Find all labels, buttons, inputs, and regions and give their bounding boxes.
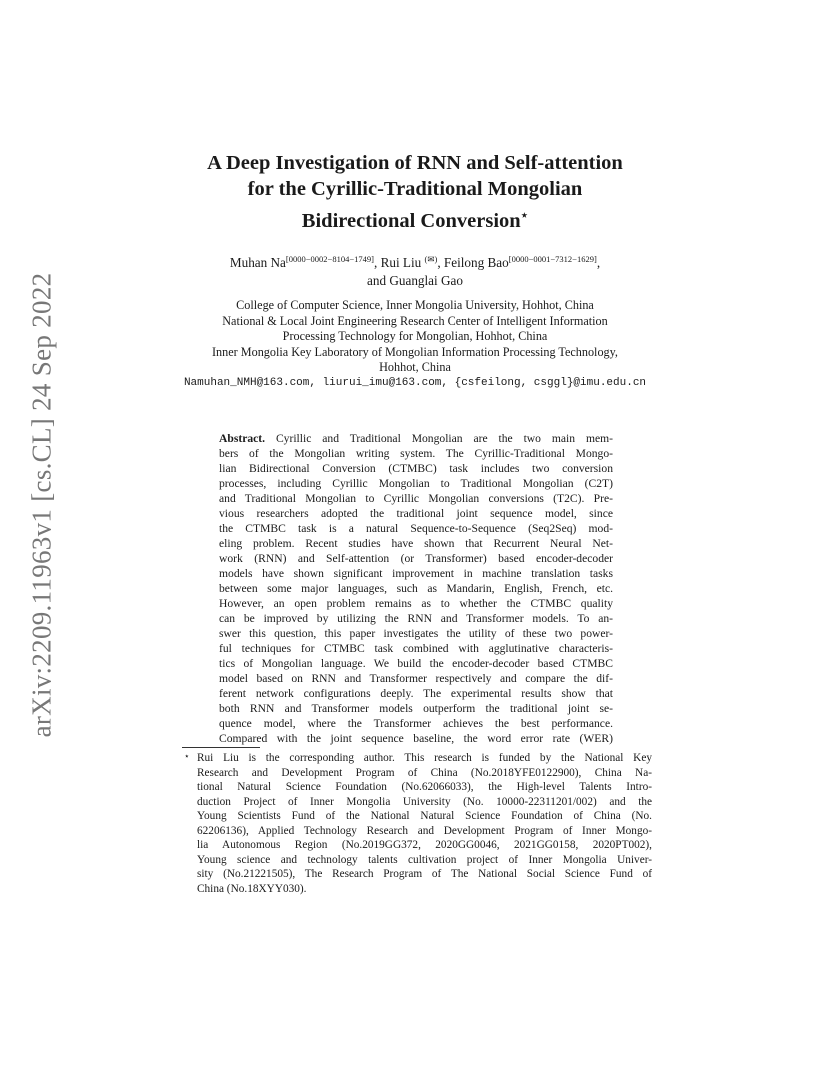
abstract-line: eling problem. Recent studies have shown that Recurrent Neural Net- [219,537,613,550]
footnote-line: lia Autonomous Region (No.2019GG372, 2020GG0046, 2021GG0158, 2020PT002), [197,839,652,851]
arxiv-identifier [12,272,72,738]
author-name: , Rui Liu [373,255,425,270]
footnote [184,751,652,896]
abstract-line: However, an open problem remains as to whether the CTMBC quality [219,597,613,610]
title-line [150,202,680,234]
corresponding-mail-icon: (✉) [424,254,438,264]
abstract-line: model based on RNN and Transformer respectively and compare the dif- [219,672,613,685]
orcid-id: [0000−0001−7312−1629] [508,254,597,264]
footnote-text: Rui Liu is the corresponding author. This research is funded by the National Key [197,752,652,764]
abstract-line: between some major languages, such as Mandarin, English, French, etc. [219,582,613,595]
abstract-line: can be improved by utilizing the RNN and Transformer models. To an- [219,612,613,625]
footnote-line: Young Scientists Fund of the National Natural Science Foundation of China (No. [197,810,652,822]
author-separator: , [596,255,601,270]
abstract-line: both RNN and Transformer models outperform the traditional joint se- [219,702,613,715]
footnote-line: duction Project of Inner Mongolia University (No. 10000-22311201/002) and the [197,795,652,808]
abstract-line: and Traditional Mongolian to Cyrillic Mongolian conversions (T2C). Pre- [219,492,613,505]
title-line: for the Cyrillic-Traditional Mongolian [247,178,583,200]
abstract-line: swer this question, this paper investigates the utility of these two power- [219,627,613,640]
abstract-line: quence model, where the Transformer achieves the best performance. [219,717,613,730]
title-line-text: Bidirectional Conversion [301,209,521,232]
footnote-line: 62206136), Applied Technology Research and Development Program of Inner Mongo- [197,824,652,837]
abstract-label: Abstract. [219,432,266,445]
affiliation-line: College of Computer Science, Inner Mongolia University, Hohhot, China [236,298,594,312]
footnote-line: Young science and technology talents cultivation project of Inner Mongolia Univer- [197,853,652,866]
author-list [150,254,680,290]
abstract-text: Cyrillic and Traditional Mongolian are the two main mem- [265,432,613,445]
abstract-line: processes, including Cyrillic Mongolian to Traditional Mongolian (C2T) [219,477,613,490]
abstract-line: ferent network configurations deeply. The experimental results show that [219,687,613,700]
abstract-line: tics of Mongolian language. We build the encoder-decoder based CTMBC [219,657,613,670]
abstract-line: models have shown significant improvement in machine translation tasks [219,567,613,580]
affiliation-line: National & Local Joint Engineering Research Center of Intelligent Information [222,313,608,328]
abstract-line: bers of the Mongolian writing system. The Cyrillic-Traditional Mongo- [219,447,613,460]
abstract-line: lian Bidirectional Conversion (CTMBC) task includes two conversion [219,462,613,475]
affiliation-line: Inner Mongolia Key Laboratory of Mongolian Information Processing Technology, [212,344,618,359]
affiliations [150,298,680,391]
author-name: , Feilong Bao [437,255,509,270]
paper-title [150,150,680,234]
abstract-line: work (RNN) and Self-attention (or Transformer) based encoder-decoder [219,552,613,565]
orcid-id: [0000−0002−8104−1749] [285,254,374,264]
footnote-divider [182,747,260,748]
arxiv-identifier-text: arXiv:2209.11963v1 [cs.CL] 24 Sep 2022 [26,272,57,738]
footnote-line [184,751,652,766]
affiliation-line: Hohhot, China [379,360,451,374]
abstract [219,431,613,746]
abstract-line: Compared with the joint sequence baseline, the word error rate (WER) [219,732,613,745]
footnote-line: China (No.18XYY030). [197,882,307,895]
author-name: Muhan Na [229,255,286,270]
abstract-line: vious researchers adopted the traditional joint sequence model, since [219,507,613,520]
abstract-line [219,431,613,446]
abstract-line: the CTMBC task is a natural Sequence-to-Sequence (Seq2Seq) mod- [219,522,613,535]
footnote-line: sity (No.21221505), The Research Program of The National Social Science Fund of [197,868,652,880]
footnote-line: Research and Development Program of China (No.2018YFE0122900), China Na- [197,766,652,779]
author-emails: Namuhan_NMH@163.com, liurui_imu@163.com, {csfeilong, csggl}@imu.edu.cn [183,376,647,389]
footnote-line: tional Natural Science Foundation (No.62066033), the High-level Talents Intro- [197,781,652,793]
footnote-mark: ⋆ [184,751,190,761]
author-line: and Guanglai Gao [367,273,463,288]
title-footnote-mark: ⋆ [520,208,529,222]
abstract-line: ful techniques for CTMBC task combined with agglutinative characteris- [219,642,613,655]
author-line [150,254,680,272]
title-line: A Deep Investigation of RNN and Self-attention [207,152,623,174]
affiliation-line: Processing Technology for Mongolian, Hohhot, China [282,329,548,343]
